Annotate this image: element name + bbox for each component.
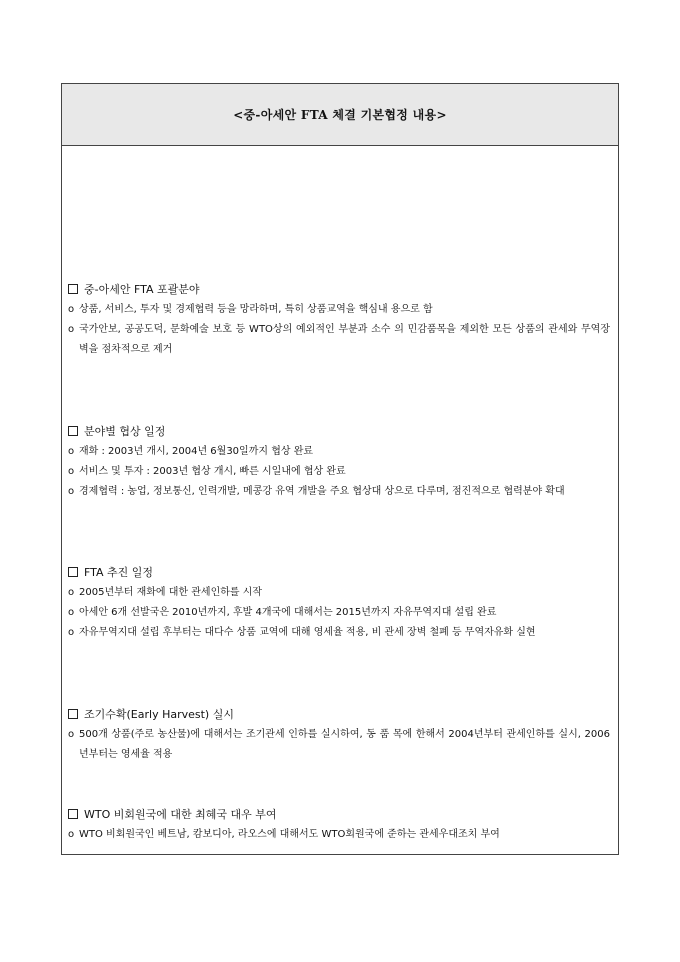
section-heading-text: 분야별 협상 일정 [84,425,166,438]
section-heading-text: FTA 추진 일정 [84,566,154,579]
checkbox-square-icon [68,809,78,819]
checkbox-square-icon [68,709,78,719]
list-item [68,725,610,765]
list-item-text: 자유무역지대 설립 후부터는 대다수 상품 교역에 대해 영세율 적용, 비 관세 장벽 철폐 등 무역자유화 실현 [79,627,536,638]
section-heading-text: 조기수확(Early Harvest) 실시 [84,708,234,721]
section-heading [68,280,610,300]
list-item [68,300,610,320]
section-heading [68,563,610,583]
bullet-icon: ο [68,607,75,618]
page-title: <중-아세안 FTA 체결 기본협정 내용> [233,108,447,122]
section-heading [68,705,610,725]
section-heading-text: 중-아세안 FTA 포괄분야 [84,283,200,296]
bullet-icon: ο [68,304,75,315]
section-heading-text: WTO 비회원국에 대한 최혜국 대우 부여 [84,808,277,821]
list-item [68,482,610,502]
section-fta-scope [68,280,610,360]
checkbox-square-icon [68,426,78,436]
title-header [62,84,618,146]
list-item [68,825,610,845]
list-item [68,583,610,603]
list-item [68,603,610,623]
list-item-text: 아세안 6개 선발국은 2010년까지, 후발 4개국에 대해서는 2015년까지 자유무역지대 설립 완료 [79,607,497,618]
bullet-icon: ο [68,324,75,335]
list-item-text: 국가안보, 공공도덕, 문화예술 보호 등 WTO상의 예외적인 부분과 소수 의 민감품목을 제외한 모든 상품의 관세와 무역장벽을 점차적으로 제거 [79,324,610,355]
section-heading [68,422,610,442]
list-item-text: 서비스 및 투자 : 2003년 협상 개시, 빠른 시일내에 협상 완료 [79,466,346,477]
list-item-text: WTO 비회원국인 베트남, 캄보디아, 라오스에 대해서도 WTO회원국에 준하는 관세우대조치 부여 [79,829,500,840]
list-item-text: 500개 상품(주로 농산물)에 대해서는 조기관세 인하를 실시하여, 동 품 목에 한해서 2004년부터 관세인하를 실시, 2006년부터는 영세율 적용 [79,729,610,760]
checkbox-square-icon [68,284,78,294]
list-item-text: 2005년부터 재화에 대한 관세인하를 시작 [79,587,263,598]
section-early-harvest [68,705,610,765]
bullet-icon: ο [68,587,75,598]
list-item [68,462,610,482]
bullet-icon: ο [68,446,75,457]
checkbox-square-icon [68,567,78,577]
list-item-text: 재화 : 2003년 개시, 2004년 6월30일까지 협상 완료 [79,446,314,457]
section-fta-schedule [68,563,610,643]
bullet-icon: ο [68,729,75,740]
list-item [68,442,610,462]
bullet-icon: ο [68,486,75,497]
section-mfn-treatment [68,805,610,845]
list-item-text: 상품, 서비스, 투자 및 경제협력 등을 망라하며, 특히 상품교역을 핵심내 용으로 함 [79,304,433,315]
list-item-text: 경제협력 : 농업, 정보통신, 인력개발, 메콩강 유역 개발을 주요 협상대 상으로 다루며, 점진적으로 협력분야 확대 [79,486,565,497]
document-frame [61,83,619,855]
section-heading [68,805,610,825]
bullet-icon: ο [68,829,75,840]
section-negotiation-schedule [68,422,610,502]
list-item [68,623,610,643]
bullet-icon: ο [68,627,75,638]
bullet-icon: ο [68,466,75,477]
list-item [68,320,610,360]
